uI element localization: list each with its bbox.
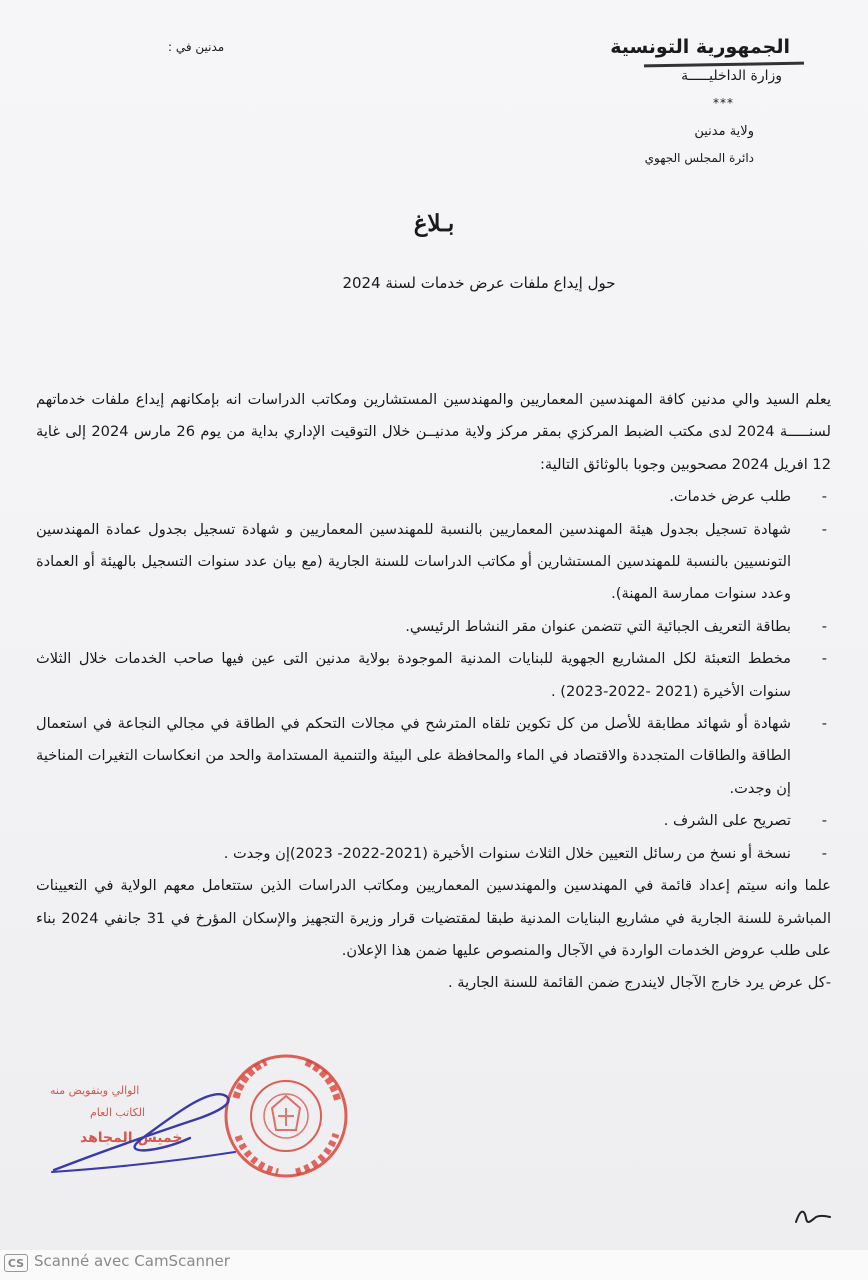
- list-item-text: نسخة أو نسخ من رسائل التعيين خلال الثلاث سنوات الأخيرة (2021-2022- 2023)إن وجدت .: [223, 844, 791, 862]
- header-block: [530, 36, 790, 165]
- camscanner-logo: CS: [4, 1254, 28, 1272]
- camscanner-watermark: Scanné avec CamScanner: [34, 1252, 230, 1270]
- official-stamp: [222, 1052, 350, 1180]
- list-item-text: طلب عرض خدمات.: [669, 488, 791, 506]
- signature-line-3: خميس المجاهد: [80, 1130, 183, 1146]
- list-item: [36, 708, 831, 805]
- document-body: [36, 384, 831, 1000]
- list-item-text: مخطط التعبئة لكل المشاريع الجهوية للبنايات المدنية الموجودة بولاية مدنين التى عين فيها صاحب الخدمات خلال الثلاث سنوات الأخيرة (2021 -2022-2023) .: [36, 650, 791, 700]
- initials-mark: [790, 1200, 832, 1230]
- place-date: مدنين في :: [168, 40, 225, 54]
- intro-paragraph: يعلم السيد والي مدنين كافة المهندسين المعماريين والمهندسين المستشارين ومكاتب الدراسات انه بإمكانهم إيداع ملفات خدماتهم لسنـــــة 2024 لدى مكتب الضبط المركزي بمقر مركز ولاية مدنيــن خلال التوقيت الإداري بداية من يوم 26 مارس 2024 إلى غاية 12 افريل 2024 مصحوبين وجوبا بالوثائق التالية:: [36, 391, 831, 473]
- ministry-heading: وزارة الداخليـــــة: [681, 68, 782, 84]
- governorate-heading: ولاية مدنين: [694, 124, 754, 139]
- list-item: [36, 611, 831, 643]
- department-heading: دائرة المجلس الجهوي: [644, 151, 754, 165]
- list-item-text: تصريح على الشرف .: [663, 812, 791, 830]
- required-documents-list: [36, 481, 831, 870]
- list-item: [36, 805, 831, 837]
- republic-heading: الجمهورية التونسية: [610, 36, 790, 58]
- list-item: [36, 643, 831, 708]
- list-bullet: -: [821, 844, 827, 862]
- republic-underline: [644, 62, 804, 68]
- list-item: [36, 838, 831, 870]
- signature-line-2: الكاتب العام: [90, 1106, 146, 1119]
- list-item: [36, 514, 831, 611]
- list-bullet: -: [821, 812, 827, 830]
- header-stars: ***: [713, 96, 734, 110]
- list-bullet: -: [821, 488, 827, 506]
- list-bullet: -: [821, 520, 827, 538]
- list-item-text: شهادة تسجيل بجدول هيئة المهندسين المعماريين بالنسبة للمهندسين المعماريين و شهادة تسجيل بجدول عمادة المهندسين التونسيين بالنسبة للمهندسين المستشارين أو مكاتب الدراسات للسنة الجارية (مع بيان عدد سنوات التسجيل بالهيئة أو العمادة وعدد سنوات ممارسة المهنة).: [36, 520, 791, 603]
- handwritten-signature: [50, 1078, 240, 1178]
- closing-line: -كل عرض يرد خارج الآجال لايندرج ضمن القائمة للسنة الجارية .: [447, 974, 831, 992]
- document-title: بـلاغ: [413, 210, 455, 237]
- list-bullet: -: [821, 650, 827, 668]
- list-bullet: -: [821, 715, 827, 733]
- signature-block: [50, 1078, 240, 1178]
- signature-line-1: الوالي وبتفويض منه: [50, 1084, 140, 1097]
- list-item-text: شهادة أو شهائد مطابقة للأصل من كل تكوين تلقاه المترشح في مجالات التحكم في الطاقة في مجالي النجاعة في استعمال الطاقة والطاقات المتجددة والاقتصاد في الماء والمحافظة على البيئة والتنمية المستدامة والحد من انعكاسات التغيرات المناخية إن وجدت.: [36, 715, 791, 797]
- document-subject: حول إيداع ملفات عرض خدمات لسنة 2024: [342, 274, 616, 292]
- list-item-text: بطاقة التعريف الجبائية التي تتضمن عنوان مقر النشاط الرئيسي.: [405, 617, 791, 635]
- list-bullet: -: [821, 617, 827, 635]
- list-item: [36, 481, 831, 513]
- note-paragraph: علما وانه سيتم إعداد قائمة في المهندسين والمهندسين المعماريين ومكاتب الدراسات الذين ستتعامل معهم الولاية في التعيينات المباشرة للسنة الجارية في مشاريع البنايات المدنية طبقا لمقتضيات قرار وزيرة التجهيز والإسكان المؤرخ في 31 جانفي 2024 بناء على طلب عروض الخدمات الواردة في الآجال والمنصوص عليها ضمن هذا الإعلان.: [36, 877, 831, 959]
